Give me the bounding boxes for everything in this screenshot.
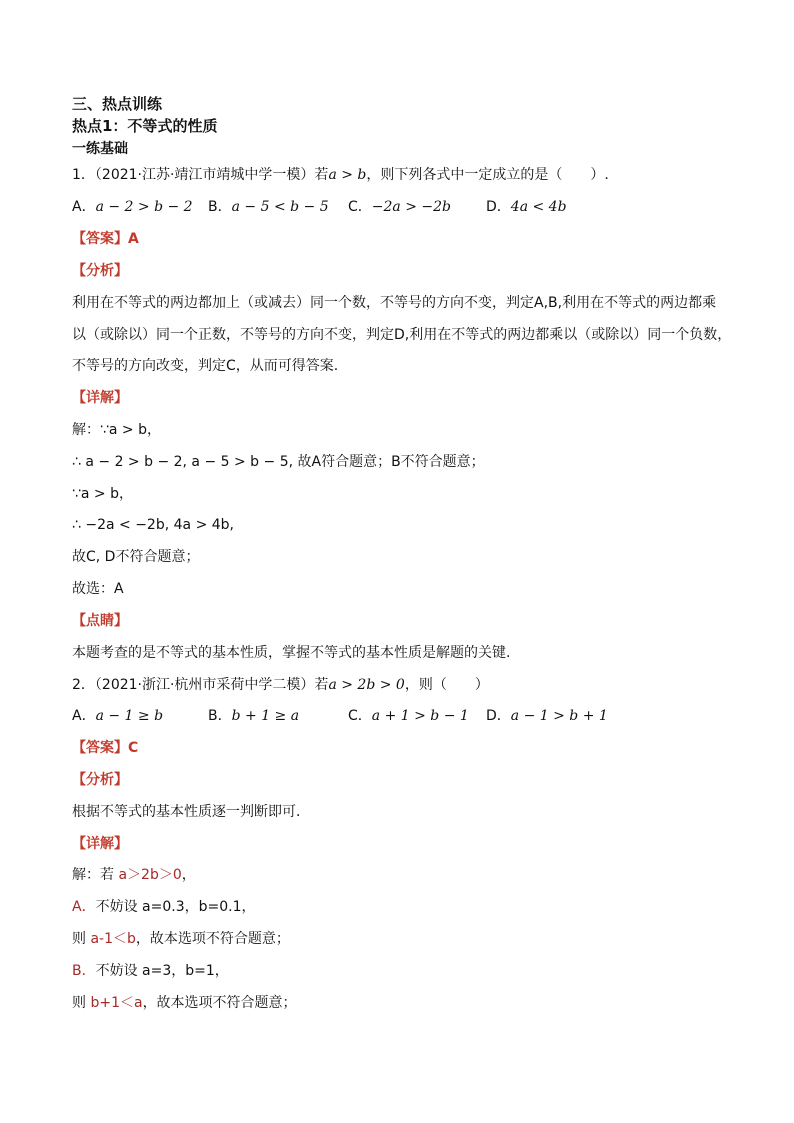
q1-detail-tag: 【详解】 [72, 390, 128, 406]
q1-option-c: C．−2a > −2b [348, 199, 451, 215]
q2-detail-line-3: 则 a-1＜b，故本选项不符合题意； [72, 931, 290, 947]
q2-answer: 【答案】C [72, 740, 139, 756]
q1-detail-line-5: 故C, D不符合题意； [72, 549, 200, 565]
q1-detail-line-4: ∴ −2a < −2b, 4a > 4b, [72, 517, 234, 533]
section-title: 三、热点训练 [72, 95, 163, 113]
q1-analysis-line-3: 不等号的方向改变，判定C，从而可得答案. [72, 358, 339, 374]
q2-option-c: C．a + 1 > b − 1 [348, 708, 469, 724]
q1-answer: 【答案】A [72, 231, 139, 247]
q2-detail-line-5: 则 b+1＜a，故本选项不符合题意； [72, 995, 297, 1011]
q2-detail-line-1: 解：若 a＞2b＞0， [72, 867, 196, 883]
level-title: 一练基础 [72, 141, 128, 157]
q2-option-d: D．a − 1 > b + 1 [486, 708, 608, 724]
q2-analysis-tag: 【分析】 [72, 772, 128, 788]
q2-analysis: 根据不等式的基本性质逐一判断即可． [72, 804, 310, 820]
q1-analysis-line-2: 以（或除以）同一个正数，不等号的方向不变，判定D,利用在不等式的两边都乘以（或除以）同一个负数， [72, 327, 732, 343]
q1-comment-tag: 【点睛】 [72, 613, 128, 629]
q1-analysis-tag: 【分析】 [72, 263, 128, 279]
q2-detail-tag: 【详解】 [72, 836, 128, 852]
q1-option-b: B．a − 5 < b − 5 [208, 199, 329, 215]
q1-detail-line-1: 解：∵a > b， [72, 422, 162, 438]
q2-detail-line-2: A．不妨设 a=0.3，b=0.1， [72, 899, 256, 915]
q1-stem: 1．（2021·江苏·靖江市靖城中学一模）若a > b，则下列各式中一定成立的是（ ）. [72, 167, 609, 183]
hotspot-title: 热点1：不等式的性质 [72, 117, 218, 135]
q2-option-b: B．b + 1 ≥ a [208, 708, 300, 724]
q2-stem: 2．（2021·浙江·杭州市采荷中学二模）若a > 2b > 0，则（ ） [72, 677, 489, 693]
q1-detail-line-3: ∵a > b， [72, 486, 134, 502]
q1-option-d: D．4a < 4b [486, 199, 567, 215]
q1-analysis-line-1: 利用在不等式的两边都加上（或减去）同一个数，不等号的方向不变，判定A,B,利用在不等式的两边都乘 [72, 295, 717, 311]
q1-option-a: A．a − 2 > b − 2 [72, 199, 193, 215]
q1-comment: 本题考查的是不等式的基本性质，掌握不等式的基本性质是解题的关键. [72, 645, 511, 661]
q2-detail-line-4: B．不妨设 a=3，b=1， [72, 963, 229, 979]
q1-detail-line-6: 故选：A [72, 581, 124, 597]
q1-detail-line-2: ∴ a − 2 > b − 2, a − 5 > b − 5, 故A符合题意；B不符合题意； [72, 454, 485, 470]
q2-option-a: A．a − 1 ≥ b [72, 708, 164, 724]
